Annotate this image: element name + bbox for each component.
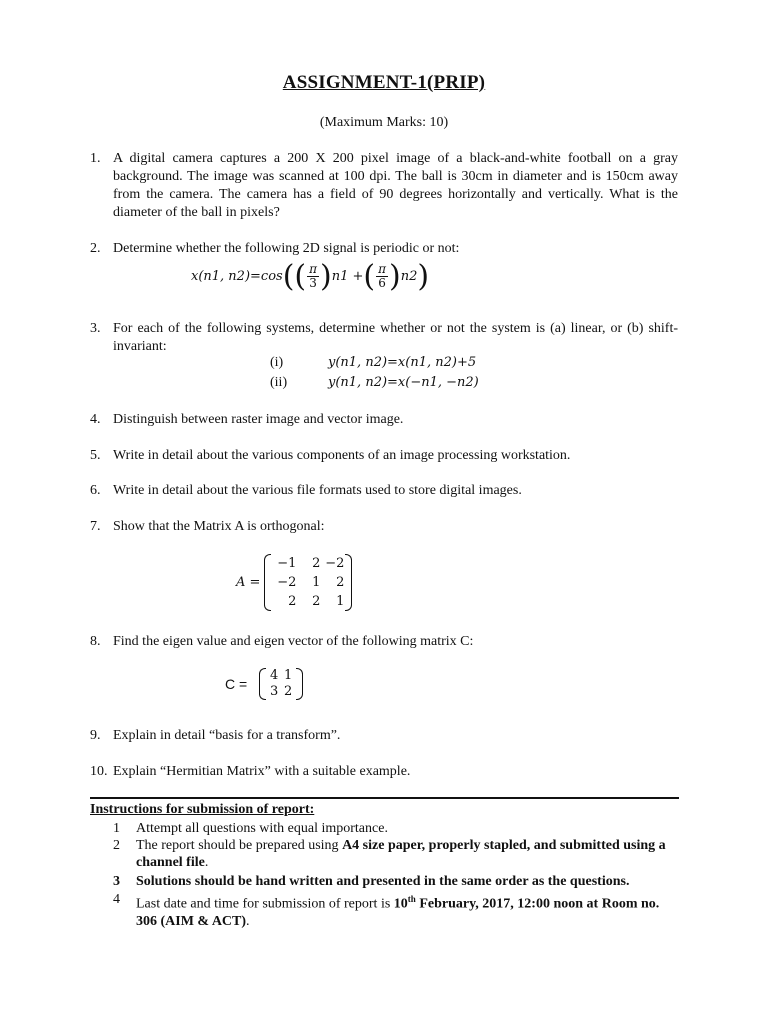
question-9 [90, 727, 678, 745]
question-number: 3. [90, 321, 101, 336]
matrix-cell: 4 [270, 668, 279, 683]
question-number: 5. [90, 448, 101, 463]
matrix-cell: −1 [277, 556, 297, 571]
question-number: 8. [90, 634, 101, 649]
instruction-number: 4 [113, 892, 120, 907]
matrix-c [259, 668, 303, 700]
matrix-cell: 3 [270, 684, 279, 699]
maximum-marks: (Maximum Marks: 10) [319, 115, 449, 130]
divider [90, 797, 679, 799]
instruction-text: Solutions should be hand written and presented in the same order as the questions. [136, 874, 630, 889]
matrix-cell: 1 [284, 668, 293, 683]
matrix-a-block [236, 554, 352, 611]
instruction-item [113, 820, 683, 837]
question-3 [90, 320, 678, 356]
question-text: Determine whether the following 2D signal is periodic or not: [113, 241, 460, 256]
instruction-number: 2 [113, 838, 120, 853]
equation-term: n1 + [331, 269, 364, 284]
question-text: Explain in detail “basis for a transform”. [113, 728, 341, 743]
question-text: For each of the following systems, determine whether or not the system is (a) linear, or (b) shift-invariant: [113, 321, 678, 354]
matrix-name: C = [225, 676, 248, 692]
question-number: 2. [90, 241, 101, 256]
question-8 [90, 633, 678, 651]
question-number: 7. [90, 519, 101, 534]
instructions-heading: Instructions for submission of report: [90, 802, 315, 817]
question-text: Distinguish between raster image and vector image. [113, 412, 404, 427]
question-text: Show that the Matrix A is orthogonal: [113, 519, 325, 534]
question-6 [90, 482, 678, 500]
instruction-text: Last date and time for submission of report is 10th February, 2017, 12:00 noon at Room no. 306 (AIM & ACT). [136, 894, 660, 929]
matrix-a [264, 554, 352, 611]
matrix-cell: 1 [336, 594, 345, 609]
equation-term: n2 [400, 269, 418, 284]
question-1 [90, 150, 678, 222]
matrix-cell: 2 [288, 594, 297, 609]
fraction-denominator: 6 [378, 276, 386, 290]
instruction-item [113, 891, 683, 930]
system-equation: y(n1, n2)=x(n1, n2)+5 [328, 355, 477, 370]
question-text: Write in detail about the various components of an image processing workstation. [113, 448, 571, 463]
question-number: 10. [90, 764, 108, 779]
fraction-numerator: π [309, 262, 318, 276]
system-label: (ii) [270, 375, 288, 390]
question-text: A digital camera captures a 200 X 200 pixel image of a black-and-white football on a gray background. The image was scanned at 100 dpi. The ball is 30cm in diameter and is 150cm away from the camera. The camera has a field of 90 degrees horizontally and vertically. What is the diameter of the ball in pixels? [113, 151, 678, 220]
equation-lhs: x(n1, n2)=cos [191, 269, 283, 284]
matrix-cell: 2 [336, 575, 345, 590]
instruction-text: Attempt all questions with equal importance. [136, 821, 388, 836]
question-text: Write in detail about the various file formats used to store digital images. [113, 483, 522, 498]
question-number: 1. [90, 151, 101, 166]
matrix-cell: 2 [312, 556, 321, 571]
matrix-cell: −2 [277, 575, 297, 590]
matrix-c-block [225, 668, 303, 700]
instruction-number: 3 [113, 874, 120, 889]
question-number: 9. [90, 728, 101, 743]
instruction-item [113, 837, 683, 871]
matrix-cell: 1 [312, 575, 321, 590]
question-4 [90, 411, 678, 429]
fraction-numerator: π [378, 262, 387, 276]
matrix-cell: −2 [325, 556, 345, 571]
question-5 [90, 447, 678, 465]
matrix-name: A = [236, 575, 261, 590]
page-title: ASSIGNMENT-1(PRIP) [282, 72, 486, 93]
matrix-cell: 2 [284, 684, 293, 699]
question-number: 6. [90, 483, 101, 498]
question-number: 4. [90, 412, 101, 427]
question-10 [90, 763, 678, 781]
periodic-signal-equation: x(n1, n2)=cos(( $\frac{\pi}{3}$ )n1 +( $\frac{\pi}{6}$ )n2) [191, 259, 430, 294]
fraction-denominator: 3 [309, 276, 317, 290]
instruction-item [113, 873, 683, 890]
instruction-number: 1 [113, 821, 120, 836]
system-equation: y(n1, n2)=x(−n1, −n2) [328, 375, 479, 390]
question-text: Explain “Hermitian Matrix” with a suitable example. [113, 764, 411, 779]
question-7 [90, 518, 678, 536]
matrix-cell: 2 [312, 594, 321, 609]
system-label: (i) [270, 355, 284, 370]
question-2 [90, 240, 678, 258]
question-text: Find the eigen value and eigen vector of the following matrix C: [113, 634, 474, 649]
instruction-text: The report should be prepared using A4 size paper, properly stapled, and submitted using a channel file. [136, 838, 666, 870]
